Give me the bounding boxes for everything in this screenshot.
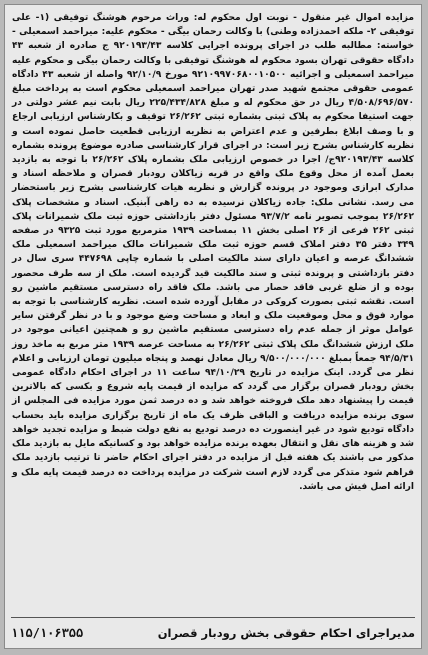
issuer-signature: مدیراجرای احکام حقوقی بخش رودبار قصران	[157, 626, 415, 640]
notice-footer	[11, 620, 415, 646]
newspaper-clipping	[4, 4, 422, 649]
notice-code: ۱۱۵/۱۰۶۳۵۵	[11, 626, 84, 640]
footer-divider	[11, 617, 415, 618]
auction-notice-body: مزایده اموال غیر منقول - نوبت اول محکوم له: وراث مرحوم هوشنگ توفیقی (۱- علی توفیقی ۲- ملکه احمدزاده وطنی) با وکالت رحمان بیگی - محکوم علیه: میراحمد اسمعیلی - خواسته: مطالبه طلب در اجرای پرونده اجرایی کلاسه ۹۲۰۱۹۳/۴۳ ج صادره از شعبه ۴۳ دادگاه حقوقی تهران بسود محکوم له هوشنگ توفیقی با وکالت رحمان بیگی و محکوم علیه میراحمد اسمعیلی و اجرائیه ۹۲۱۰۹۹۷۰۶۸۰۰۱۰۵۰۰ مورخ ۹۲/۱۰/۹ واصله از شعبه ۴۳ دادگاه عمومی حقوقی مجتمع شهید صدر تهران میراحمد اسمعیلی محکوم است به پرداخت مبلغ ۴/۵۰۸/۶۹۶/۵۷۰ ریال در حق محکوم له و مبلغ ۲۲۵/۴۳۴/۸۲۸ ریال بابت نیم عشر دولتی در جهت استیفا محکوم به پلاک ثبتی بشماره ثبتی ۲۶/۲۶۲ توقیف و بکارشناس ارزیابی ارجاع و با وصف ابلاغ بطرفین و عدم اعتراض به نظریه ارزیابی قطعیت حاصل نموده است و نظریه کارشناس بشرح زیر است: در اجرای قرار کارشناسی صادره موضوع پرونده بشماره کلاسه ۹۲۰۱۹۳/۴۳ج/ اجرا در خصوص ارزیابی ملک بشماره پلاک ۲۶/۲۶۲ با توجه به بازدید بعمل آمده از محل وقوع ملک واقع در قریه زیاکلان رودبار قصران و ملاحظه اسناد و مدارک ابرازی وموجود در پرونده گزارش و نظریه هیات کارشناسی بشرح زیر باستحضار می رسد. نشانی ملک: جاده زیاکلان نرسیده به ده راهی آبنیک. اسناد و مشخصات پلاک ۲۶/۲۶۲ بموجب تصویر نامه ۹۳/۷/۲ مسئول دفتر بازداشتی حوزه ثبت ملک شمیرانات پلاک ثبتی ۲۶۲ فرعی از ۲۶ اصلی بخش ۱۱ بمساحت ۱۹۳۹ مترمربع مورد ثبت ۹۳۲۵ در صفحه ۳۴۹ دفتر ۳۵ دفتر املاک قسم حوزه ثبت ملک شمیرانات مالک میراحمد اسمعیلی ملک ششدانگ عرصه و اعیان دارای سند مالکیت اصلی با شماره چاپی ۴۴۷۶۹۸ سری سال در دفتر بازداشتی و پرونده ثبتی و سند مالکیت قید گردیده است. ملک از سه طرف محصور بوده و از ضلع غربی فاقد حصار می باشد. ملک فاقد راه دسترسی مستقیم ماشین رو است. نقشه ثبتی بصورت کروکی در مقابل آورده شده است. نظریه کارشناسی با توجه به موارد فوق و محل وموقعیت ملک و ابعاد و مساحت وضع موجود و با در نظر گرفتن سایر عوامل موثر از جمله عدم راه دسترسی مستقیم ماشین رو و همچنین اعیانی موجود در ملک ارزش ششدانگ ملک پلاک ثبتی ۲۶/۲۶۲ به مساحت عرصه ۱۹۳۹ متر مربع به ماخذ روز ۹۴/۵/۳۱ جمعاً بمبلغ ۹/۵۰۰/۰۰۰/۰۰۰ ریال معادل نهصد و پنجاه میلیون تومان ارزیابی و اعلام نظر می گردد. اینک مزایده در تاریخ ۹۴/۱۰/۲۹ ساعت ۱۱ در اجرای احکام دادگاه عمومی بخش رودبار قصران برگزار می گردد که مزایده از قیمت پایه شروع و بکسی که بالاترین قیمت را پیشنهاد دهد ملک فروخته خواهد شد و ده درصد ثمن مورد مزایده فی المجلس از سوی برنده مزایده دریافت و الباقی ظرف یک ماه از تاریخ برگزاری مزایده باید بحساب دادگاه تودیع شود در غیر اینصورت ده درصد تودیع به نفع دولت ضبط و مزایده تجدید خواهد شد و هزینه های نقل و انتقال بعهده برنده مزایده خواهد بود و کسانیکه مایل به بازدید ملک مذکور می باشند یک هفته قبل از مزایده در دفتر اجرای احکام حاضر تا ترتیب بازدید ملک فراهم شود متذکر می گردد لازم است شرکت در مزایده پرداخت ده درصد قیمت پایه ملک و ارائه اصل فیش می باشد.	[12, 13, 415, 492]
